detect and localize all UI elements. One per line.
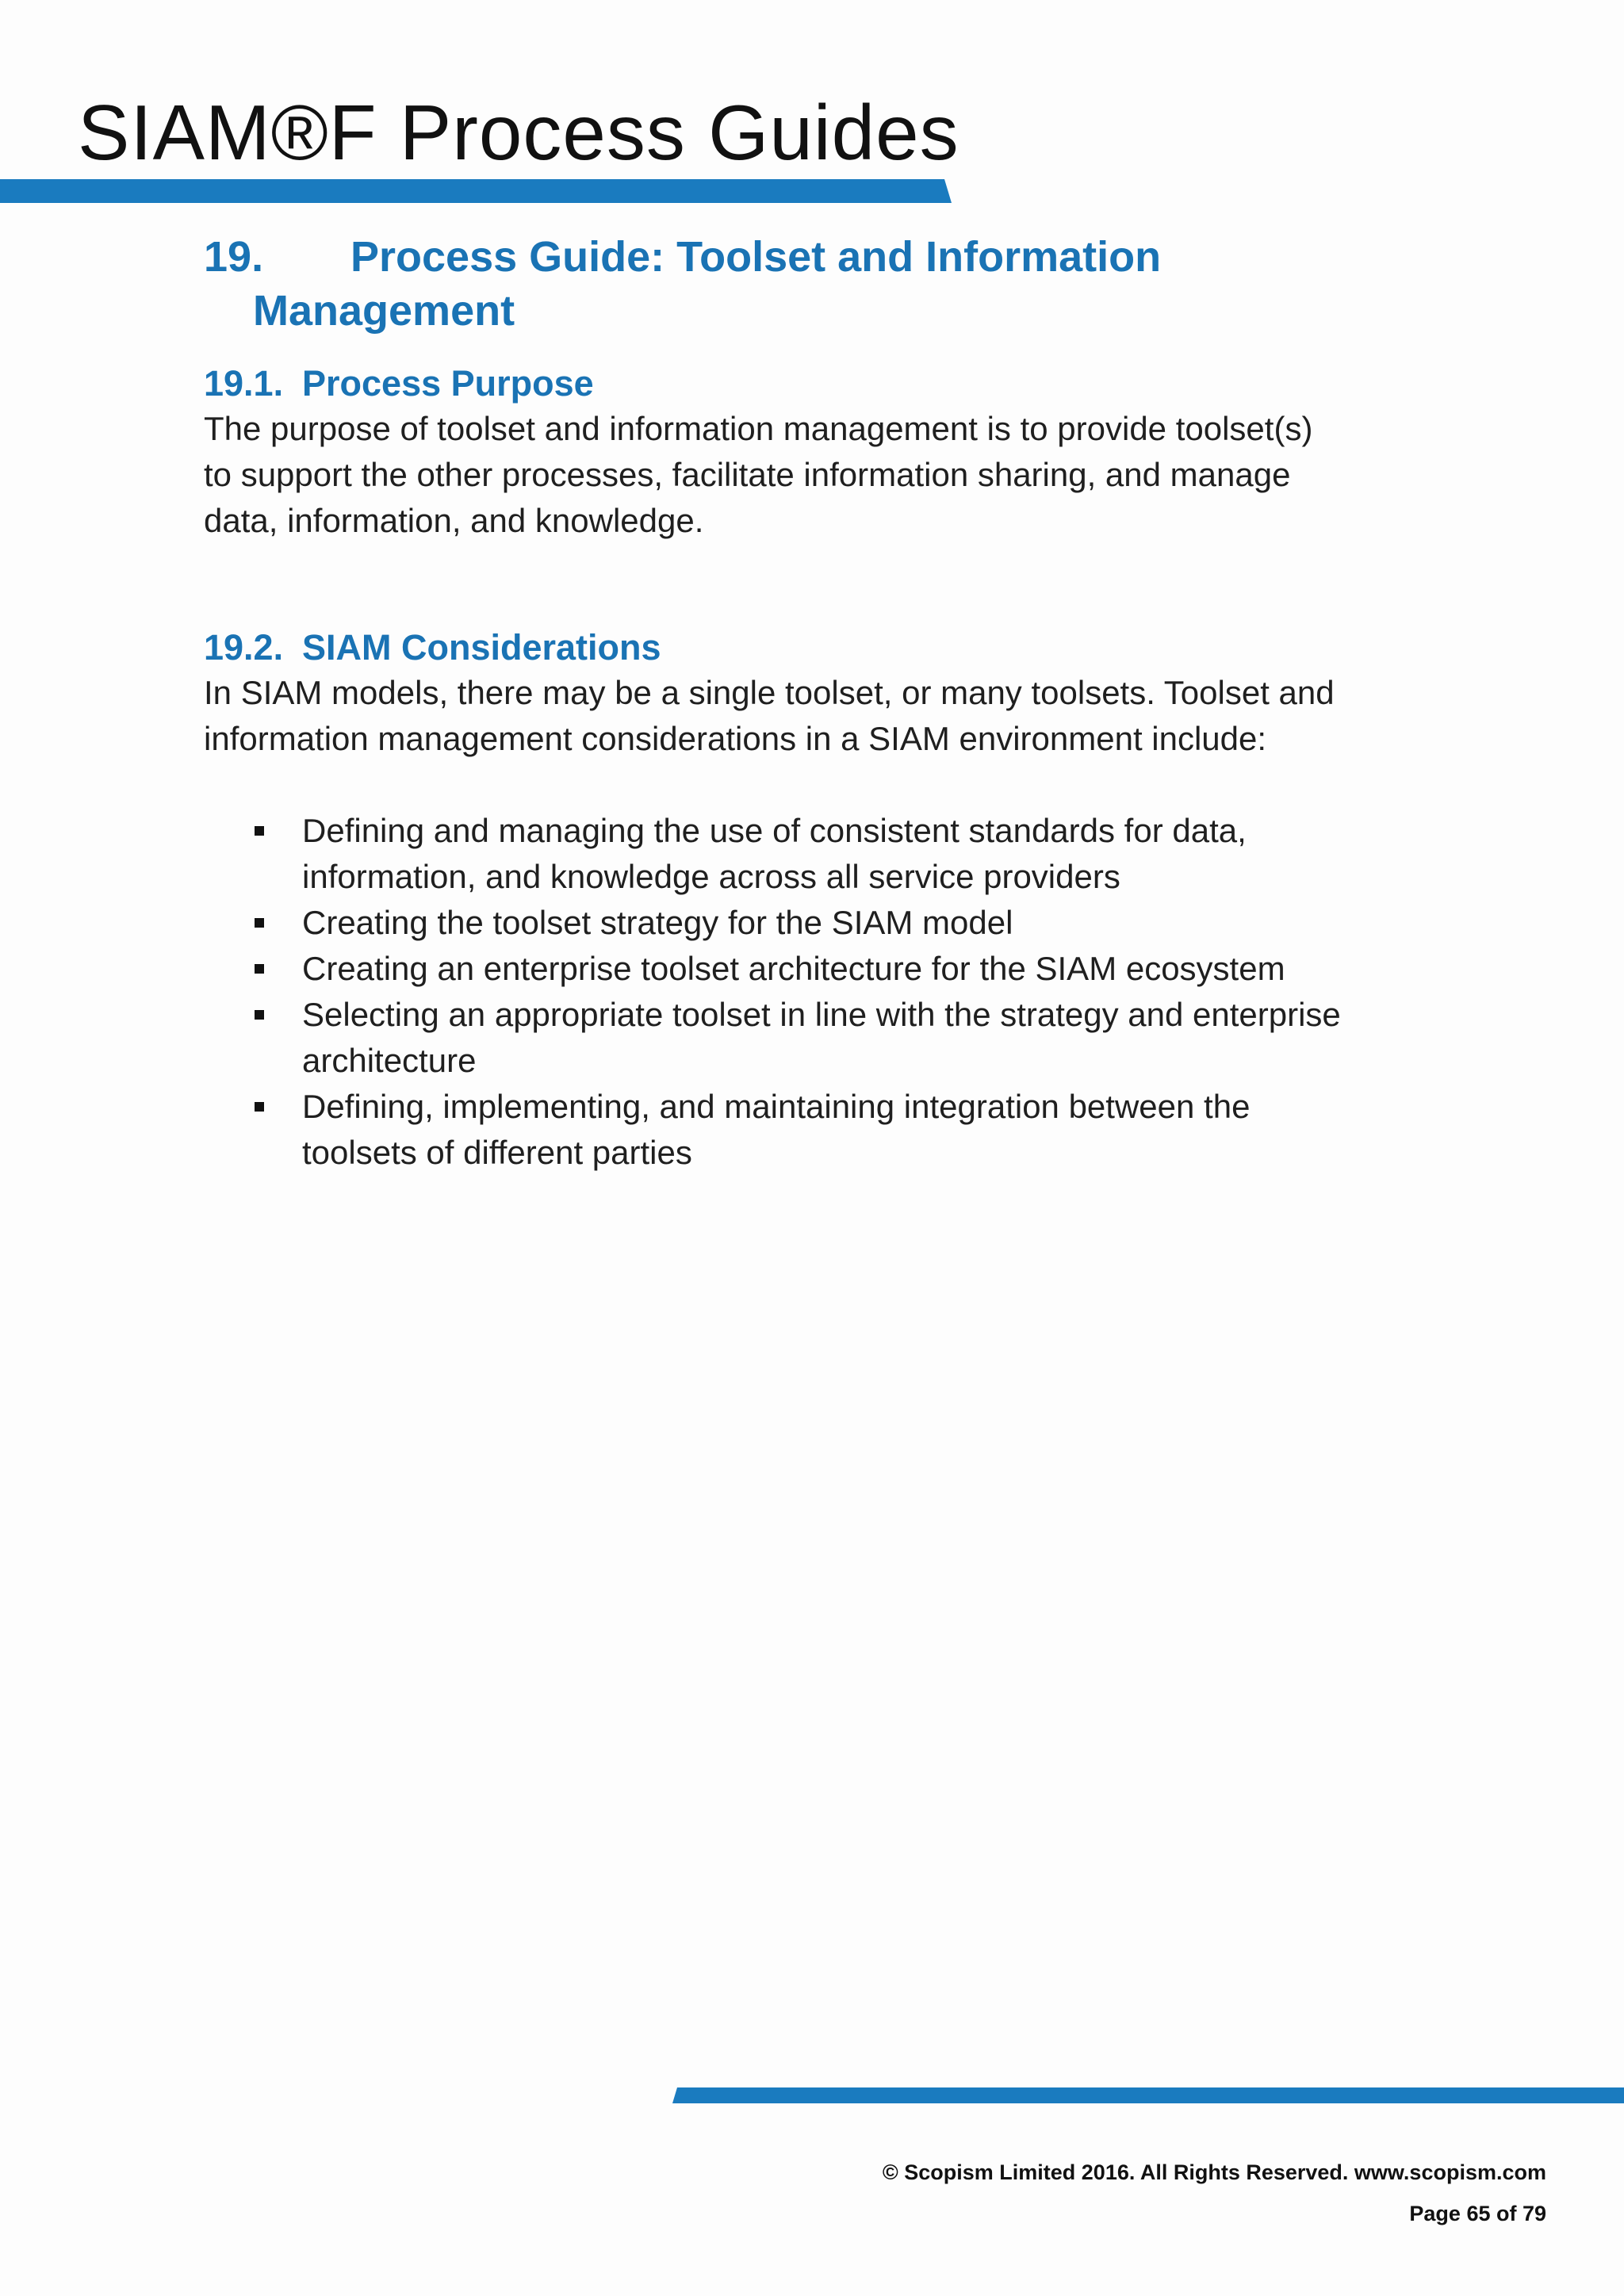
- paragraph-line: to support the other processes, facilitate information sharing, and manage: [204, 456, 1291, 493]
- copyright-notice: © Scopism Limited 2016. All Rights Reserved. www.scopism.com: [882, 2160, 1546, 2184]
- subsection-title: Process Purpose: [302, 363, 594, 404]
- paragraph-line: data, information, and knowledge.: [204, 502, 704, 539]
- subsection-process-purpose: [204, 362, 1473, 544]
- list-item-line: Defining and managing the use of consistent standards for data,: [302, 812, 1247, 849]
- section-title-line2: Management: [253, 287, 515, 335]
- list-item-line: Creating an enterprise toolset architecture for the SIAM ecosystem: [302, 950, 1285, 987]
- list-item-line: Selecting an appropriate toolset in line with the strategy and enterprise: [302, 996, 1341, 1033]
- subsection-heading: [204, 362, 1473, 406]
- purpose-paragraph: [204, 406, 1473, 544]
- list-item: [204, 900, 1473, 946]
- section-title-line1: Process Guide: Toolset and Information: [350, 233, 1162, 281]
- paragraph-line: information management considerations in a SIAM environment include:: [204, 720, 1267, 757]
- list-item-line: Creating the toolset strategy for the SIAM model: [302, 904, 1013, 941]
- square-bullet-icon: [255, 918, 264, 928]
- subsection-number: 19.1.: [204, 363, 284, 404]
- considerations-paragraph: [204, 670, 1473, 762]
- considerations-list: [204, 808, 1473, 1176]
- footer-accent-bar: [672, 2087, 1624, 2103]
- list-item: [204, 1084, 1473, 1176]
- list-item-line: toolsets of different parties: [302, 1134, 692, 1171]
- paragraph-line: In SIAM models, there may be a single toolset, or many toolsets. Toolset and: [204, 674, 1335, 711]
- square-bullet-icon: [255, 1010, 264, 1020]
- document-title: SIAM®F Process Guides: [78, 89, 959, 176]
- list-item-line: Defining, implementing, and maintaining integration between the: [302, 1088, 1251, 1125]
- paragraph-line: The purpose of toolset and information management is to provide toolset(s): [204, 410, 1313, 447]
- list-item: [204, 946, 1473, 992]
- square-bullet-icon: [255, 964, 264, 974]
- square-bullet-icon: [255, 1102, 264, 1112]
- header-accent-bar: [0, 179, 952, 203]
- page-number: Page 65 of 79: [1409, 2202, 1546, 2225]
- square-bullet-icon: [255, 826, 264, 836]
- list-item-line: information, and knowledge across all service providers: [302, 858, 1120, 895]
- section-heading: [204, 230, 1473, 338]
- subsection-heading: [204, 626, 1473, 670]
- list-item: [204, 808, 1473, 900]
- subsection-title: SIAM Considerations: [302, 627, 661, 668]
- subsection-siam-considerations: [204, 626, 1473, 1176]
- section-number: 19.: [204, 233, 264, 281]
- page-content: [204, 230, 1473, 1176]
- list-item-line: architecture: [302, 1042, 477, 1079]
- subsection-number: 19.2.: [204, 627, 284, 668]
- list-item: [204, 992, 1473, 1084]
